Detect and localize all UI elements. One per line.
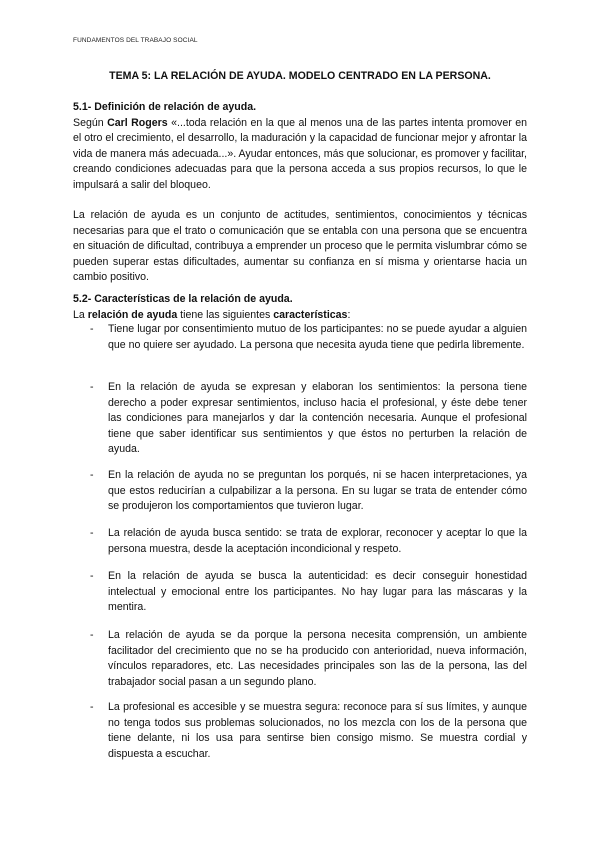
dash-bullet: -: [90, 527, 94, 539]
list-item-text: Tiene lugar por consentimiento mutuo de los participantes: no se puede ayudar a alguien que no quiere ser ayudado. La persona que necesita ayuda tiene que pedirla libremente.: [108, 323, 527, 351]
section-heading-characteristics: 5.2- Características de la relación de ayuda.: [73, 293, 293, 305]
list-item-text: En la relación de ayuda no se preguntan los porqués, ni se hacen interpretaciones, ya que estos reducirían a culpabilizar a la persona. En su lugar se trata de entender cómo se produjeron los comportamientos que tuvieron lugar.: [108, 469, 527, 512]
paragraph-rogers-definition: [73, 116, 527, 194]
intro-bold-term: características: [273, 308, 348, 321]
dash-bullet: -: [90, 381, 94, 393]
author-name: Carl Rogers: [107, 116, 168, 129]
document-title: TEMA 5: LA RELACIÓN DE AYUDA. MODELO CENTRADO EN LA PERSONA.: [109, 70, 491, 82]
running-header: FUNDAMENTOS DEL TRABAJO SOCIAL: [73, 37, 198, 44]
list-item-text: La profesional es accesible y se muestra segura: reconoce para sí sus límites, y aunque no tenga todos sus problemas solucionados, no los mezcla con los de la persona que tiene delante, ni los usa para sentirse bien consigo mismo. Se muestra cordial y dispuesta a escuchar.: [108, 701, 527, 760]
list-item: [73, 526, 527, 557]
list-item-text: En la relación de ayuda se expresan y elaboran los sentimientos: la persona tiene derecho a poder expresar sentimientos, incluso hacia el profesional, y éste debe tener las condiciones para manejarlos y dar la contención necesaria. Aunque el profesional tiene que saber identificar sus sentimientos y que éstos no perturben la relación de ayuda.: [108, 381, 527, 455]
list-item-text: La relación de ayuda se da porque la persona necesita comprensión, un ambiente facilitador del crecimiento que no se ha producido con anterioridad, nueva información, vínculos reparadores, etc. Las necesidades principales son las de la persona, las del trabajador social pasan a un segundo plano.: [108, 629, 527, 688]
paragraph-text: Según: [73, 116, 108, 129]
paragraph-relation-definition: La relación de ayuda es un conjunto de actitudes, sentimientos, conocimientos y técnicas necesarias para que el trato o comunicación que se entabla con una persona que se encuentra en situación de dificultad, contribuya a emprender un proceso que le permita vislumbrar cómo se pueden superar estas dificultades, aumentar su confianza en sí misma y orientarse hacia un cambio positivo.: [73, 209, 528, 283]
list-item-text: La relación de ayuda busca sentido: se trata de explorar, reconocer y aceptar lo que la persona muestra, desde la aceptación incondicional y respeto.: [108, 527, 527, 555]
list-item: [73, 468, 527, 515]
intro-text: La: [73, 308, 88, 321]
dash-bullet: -: [90, 323, 94, 335]
list-item-text: En la relación de ayuda se busca la autenticidad: es decir conseguir honestidad intelectual y emocional entre los participantes. No hay lugar para las máscaras y la mentira.: [108, 570, 527, 613]
list-item: [73, 569, 527, 616]
paragraph-text: «...toda relación en la que al menos una de las partes intenta promover en el otro el crecimiento, el desarrollo, la maduración y la capacidad de funcionar mejor y afrontar la vida de manera más adecuada...». Ayudar entonces, más que solucionar, es promover y facilitar, creando condiciones adecuadas para que la persona acceda a sus propios recursos, lo que le impulsará a salir del bloqueo.: [73, 116, 527, 191]
intro-text: :: [347, 308, 351, 321]
dash-bullet: -: [90, 570, 94, 582]
intro-bold-term: relación de ayuda: [87, 308, 178, 321]
list-item: [73, 322, 527, 353]
section-definition: [73, 100, 527, 193]
paragraph-relation-definition-container: [73, 208, 527, 286]
intro-text: tiene las siguientes: [177, 308, 274, 321]
dash-bullet: -: [90, 701, 94, 713]
section-characteristics: [73, 292, 527, 323]
dash-bullet: -: [90, 629, 94, 641]
characteristics-intro: [73, 308, 527, 324]
list-item: [73, 700, 527, 762]
section-heading-definition: 5.1- Definición de relación de ayuda.: [73, 101, 257, 113]
list-item: [73, 628, 527, 690]
dash-bullet: -: [90, 469, 94, 481]
list-item: [73, 380, 527, 458]
